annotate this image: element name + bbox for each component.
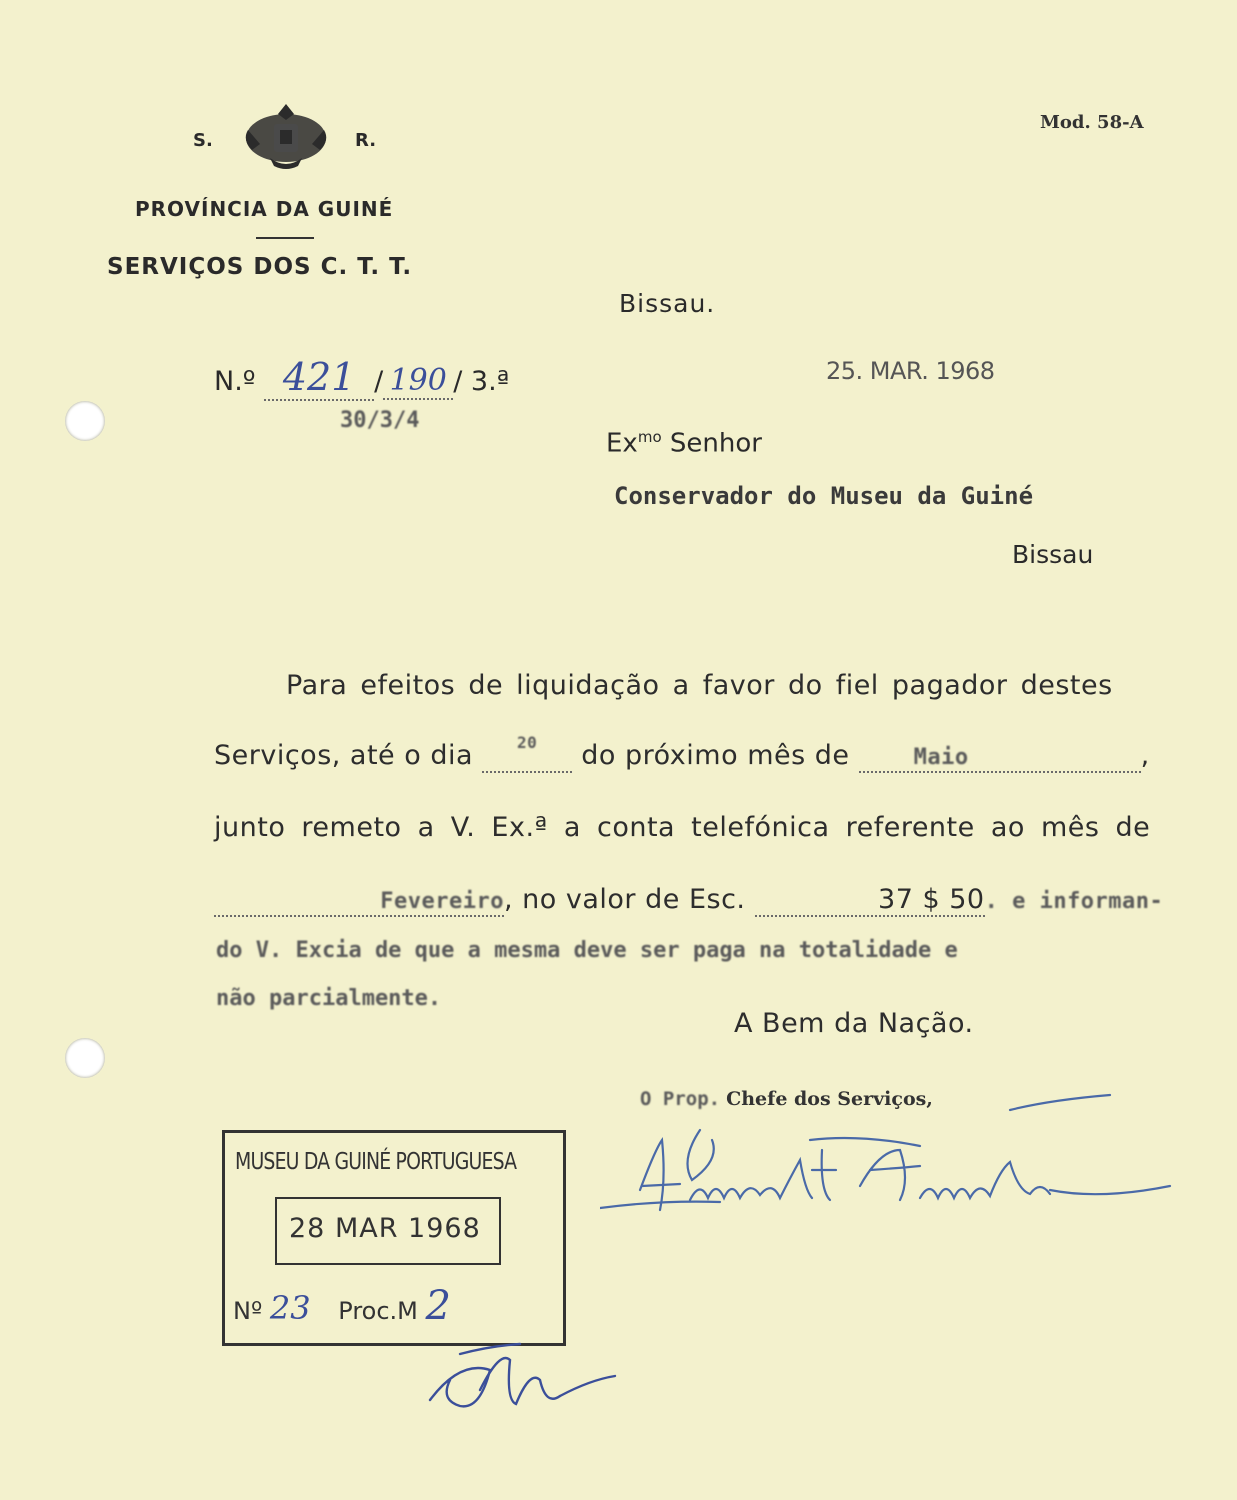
reference-sub: 190 [389,363,447,398]
province-title: PROVÍNCIA DA GUINÉ [135,197,394,221]
stamp-number-value: 23 [269,1289,311,1327]
reference-number: 421 [282,355,356,399]
body-line-1: Para efeitos de liquidação a favor do fiel pagador destes [286,670,1113,701]
salutation-prefix: Ex [606,428,638,459]
signature-role-prefix: O Prop. [640,1088,721,1110]
header-right-letter: R. [355,130,377,151]
recipient-title: Conservador do Museu da Guiné [614,482,1034,510]
handwritten-signature [600,1090,1200,1250]
reference-prefix: N.º [214,366,256,397]
header-left-letter: S. [193,130,213,151]
stamp-title: MUSEU DA GUINÉ PORTUGUESA [235,1149,517,1175]
stamp-number-label: Nº [233,1297,263,1325]
body-line-4 [214,884,1163,917]
body-line-2a: Serviços, até o dia [214,740,474,771]
body-line-4a: , no valor de Esc. [504,884,746,915]
stamp-date-box [275,1197,501,1265]
date-stamp: 25. MAR. 1968 [826,357,995,385]
model-number: Mod. 58-A [1040,112,1144,133]
body-line-2c: , [1140,740,1150,771]
header-divider [256,237,314,239]
payment-month: Maio [913,745,969,770]
stamp-number-line [233,1283,451,1329]
closing-phrase: A Bem da Nação. [734,1008,974,1039]
reference-sep-2: / [453,366,463,397]
stamp-date: 28 MAR 1968 [289,1213,481,1244]
punch-hole-top [65,401,105,441]
handwritten-initials [420,1340,620,1420]
place-label: Bissau. [619,289,716,318]
reference-code: 30/3/4 [340,408,420,433]
amount-value: 37 $ 50 [878,884,985,915]
signature-role-label: Chefe dos Serviços, [726,1088,933,1110]
reference-sep-1: / [374,366,384,397]
stamp-proc-label: Proc.M [338,1297,418,1325]
reference-section: 3.ª [470,366,510,397]
stamp-proc-value: 2 [425,1283,451,1329]
punch-hole-bottom [65,1038,105,1078]
recipient-city: Bissau [1012,540,1094,569]
body-line-5: do V. Excia de que a mesma deve ser paga na totalidade e [216,938,958,963]
salutation-rest: Senhor [669,428,762,459]
body-line-2 [214,733,1150,773]
reference-month: Fevereiro [380,889,504,914]
service-title: SERVIÇOS DOS C. T. T. [107,254,413,280]
body-line-2b: do próximo mês de [581,740,850,771]
coat-of-arms-icon [240,100,332,172]
body-line-4b: . e informan- [984,889,1164,914]
recipient-salutation [606,428,762,459]
salutation-superscript: mo [637,428,662,446]
body-line-6: não parcialmente. [216,986,442,1011]
payment-day: 20 [517,733,538,752]
reference-line [214,355,509,401]
museum-received-stamp [222,1130,566,1346]
body-line-3: junto remeto a V. Ex.ª a conta telefónica referente ao mês de [214,812,1151,843]
